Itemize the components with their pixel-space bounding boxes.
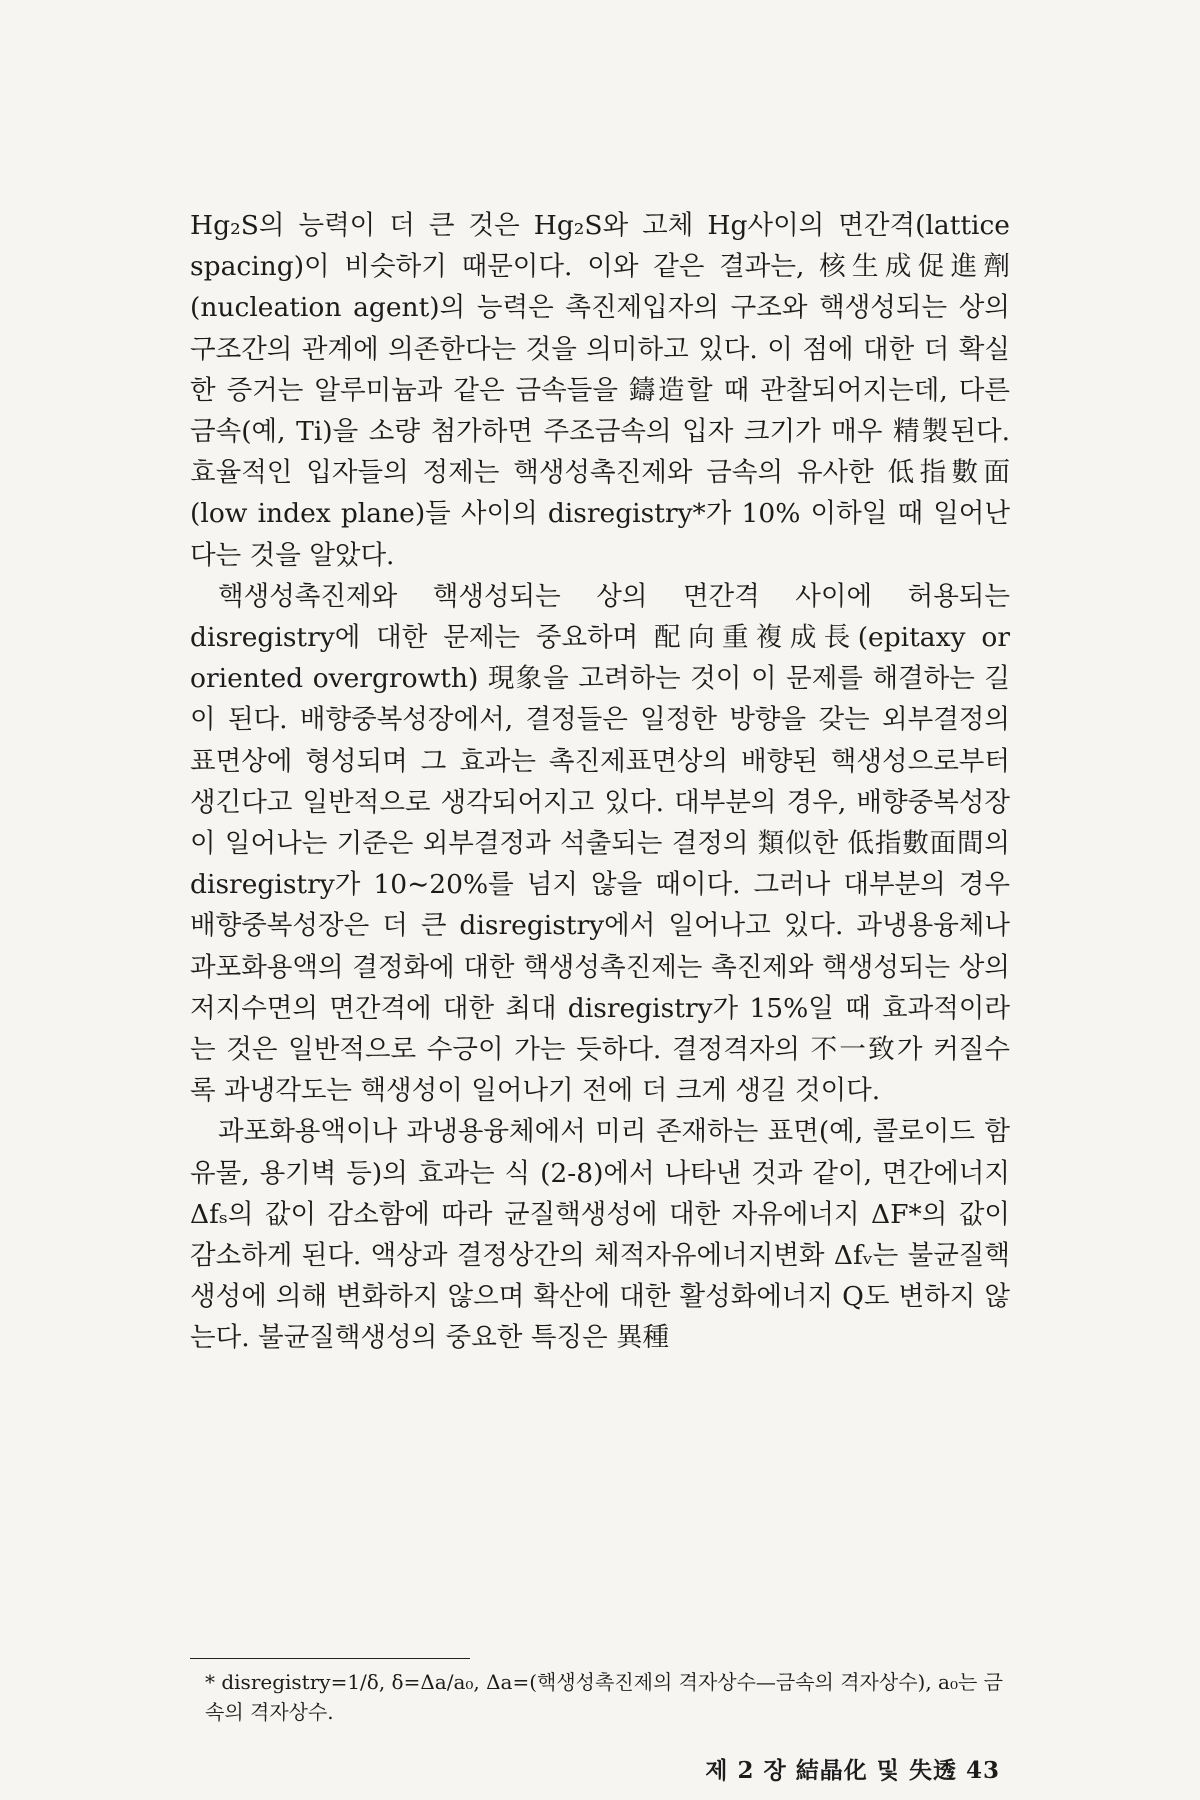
body-text	[190, 205, 1010, 1359]
paragraph-3: 과포화용액이나 과냉용융체에서 미리 존재하는 표면(예, 콜로이드 함유물, 용기벽 등)의 효과는 식 (2-8)에서 나타낸 것과 같이, 면간에너지 Δfₛ의 값이 감소함에 따라 균질핵생성에 대한 자유에너지 ΔF*의 값이 감소하게 된다. 액상과 결정상간의 체적자유에너지변화 Δfᵥ는 불균질핵생성에 의해 변화하지 않으며 확산에 대한 활성화에너지 Q도 변하지 않는다. 불균질핵생성의 중요한 특징은 異種	[190, 1116, 1010, 1354]
footnote-divider	[190, 1658, 470, 1659]
paragraph-2: 핵생성촉진제와 핵생성되는 상의 면간격 사이에 허용되는 disregistry에 대한 문제는 중요하며 配向重複成長(epitaxy or oriented overgrowth) 現象을 고려하는 것이 이 문제를 해결하는 길이 된다. 배향중복성장에서, 결정들은 일정한 방향을 갖는 외부결정의 표면상에 형성되며 그 효과는 촉진제표면상의 배향된 핵생성으로부터 생긴다고 일반적으로 생각되어지고 있다. 대부분의 경우, 배향중복성장이 일어나는 기준은 외부결정과 석출되는 결정의 類似한 低指數面間의 disregistry가 10∼20%를 넘지 않을 때이다. 그러나 대부분의 경우 배향중복성장은 더 큰 disregistry에서 일어나고 있다. 과냉용융체나 과포화용액의 결정화에 대한 핵생성촉진제는 촉진제와 핵생성되는 상의 저지수면의 면간격에 대한 최대 disregistry가 15%일 때 효과적이라는 것은 일반적으로 수긍이 가는 듯하다. 결정격자의 不一致가 커질수록 과냉각도는 핵생성이 일어나기 전에 더 크게 생길 것이다.	[190, 580, 1010, 1107]
footnote: * disregistry=1/δ, δ=Δa/a₀, Δa=(핵생성촉진제의 격자상수—금속의 격자상수), a₀는 금속의 격자상수.	[205, 1670, 1003, 1724]
paragraph-1: Hg₂S의 능력이 더 큰 것은 Hg₂S와 고체 Hg사이의 면간격(lattice spacing)이 비슷하기 때문이다. 이와 같은 결과는, 核生成促進劑(nucleation agent)의 능력은 촉진제입자의 구조와 핵생성되는 상의 구조간의 관계에 의존한다는 것을 의미하고 있다. 이 점에 대한 더 확실한 증거는 알루미늄과 같은 금속들을 鑄造할 때 관찰되어지는데, 다른 금속(예, Ti)을 소량 첨가하면 주조금속의 입자 크기가 매우 精製된다. 효율적인 입자들의 정제는 핵생성촉진제와 금속의 유사한 低指數面(low index plane)들 사이의 disregistry*가 10% 이하일 때 일어난다는 것을 알았다.	[190, 210, 1010, 571]
page-footer: 제 2 장 結晶化 및 失透 43	[705, 1757, 1000, 1784]
